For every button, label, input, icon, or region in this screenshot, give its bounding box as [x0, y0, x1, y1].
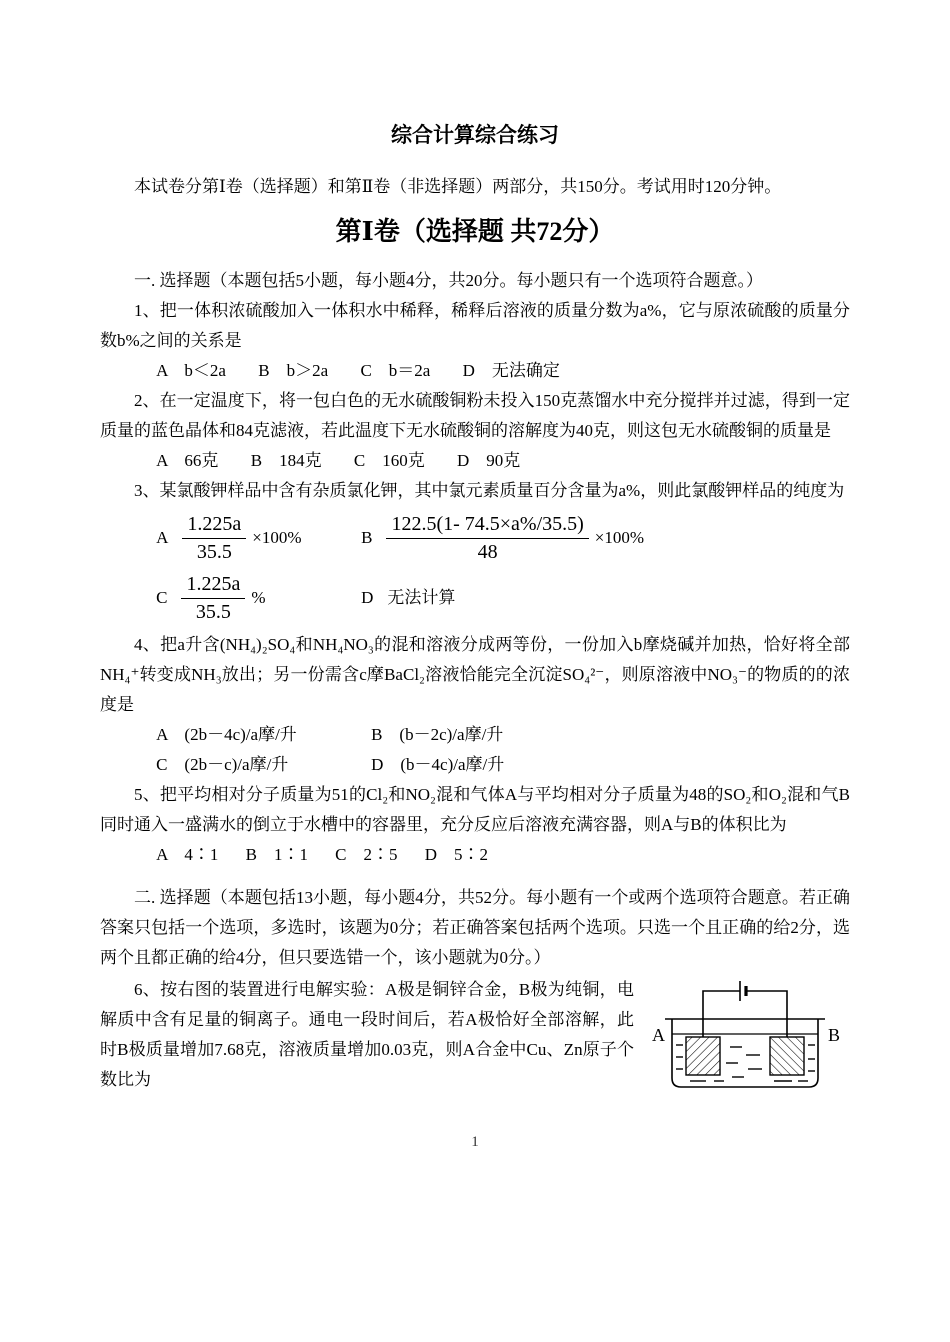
q3-option-c-fraction: [181, 572, 245, 625]
question-3-options-row-1: [100, 510, 850, 566]
question-2-options: [100, 446, 850, 476]
page-number: 1: [471, 1134, 479, 1150]
fraction-numerator: 122.5(1- 74.5×a%/35.5): [386, 512, 588, 539]
q3-option-d-label: D: [361, 588, 374, 607]
q3-option-b-label: B: [361, 528, 373, 547]
q3-option-b: [361, 512, 644, 565]
electrode-a: [686, 1037, 720, 1075]
q2-option-d: D 90克: [457, 451, 521, 470]
q1-option-d: D 无法确定: [462, 361, 560, 380]
electrode-b: [770, 1037, 804, 1075]
q5-option-b: B 1∶1: [245, 845, 308, 864]
q1-option-a: A b＜2a: [156, 361, 226, 380]
q2-option-a: A 66克: [156, 451, 219, 470]
electrolysis-diagram: [650, 977, 850, 1107]
part2-instructions: 二. 选择题（本题包括13小题，每小题4分，共52分。每小题有一个或两个选项符合题意。若正确答案只包括一个选项，多选时，该题为0分；若正确答案包括两个选项。只选一个且正确的给2分，选两个且都正确的给4分，但只要选错一个，该小题就为0分。）: [100, 888, 850, 967]
question-1-text: 1、把一体积浓硫酸加入一体积水中稀释，稀释后溶液的质量分数为a%，它与原浓硫酸的质量分数b%之间的关系是: [100, 301, 850, 350]
question-3-options-row-2: [100, 570, 850, 626]
fraction-denominator: 48: [477, 540, 498, 563]
fraction-denominator: 35.5: [195, 600, 231, 623]
q3-option-a-suffix: ×100%: [252, 528, 302, 547]
question-6-block: [100, 975, 850, 1111]
q3-option-a-label: A: [156, 528, 169, 547]
q3-option-a-fraction: [182, 512, 246, 565]
q1-option-c: C b＝2a: [360, 361, 431, 380]
q3-option-c-label: C: [156, 588, 168, 607]
wire-left: [703, 991, 740, 1037]
q3-option-a: [156, 512, 361, 565]
q2-option-b: B 184克: [250, 451, 322, 470]
electrolysis-cell-figure: [650, 977, 850, 1097]
q4-option-c: C (2b－c)/a摩/升: [156, 755, 289, 774]
fraction-numerator: 1.225a: [182, 512, 246, 539]
question-2-text: 2、在一定温度下，将一包白色的无水硫酸铜粉未投入150克蒸馏水中充分搅拌并过滤，得到一定质量的蓝色晶体和84克滤液，若此温度下无水硫酸铜的溶解度为40克，则这包无水硫酸铜的质量是: [100, 391, 850, 440]
q3-option-b-suffix: ×100%: [594, 528, 645, 547]
fraction-numerator: 1.225a: [181, 572, 245, 599]
q5-option-a: A 4∶1: [156, 845, 219, 864]
electrode-b-label: B: [828, 1025, 841, 1045]
exam-intro-paragraph: 本试卷分第Ⅰ卷（选择题）和第Ⅱ卷（非选择题）两部分，共150分。考试用时120分钟。: [134, 177, 782, 196]
q5-option-d: D 5∶2: [424, 845, 488, 864]
section1-heading: 第Ⅰ卷（选择题 共72分）: [335, 217, 615, 246]
q3-option-d-text: 无法计算: [387, 588, 456, 607]
question-1-options: [100, 356, 850, 386]
q4-option-b: B (b－2c)/a摩/升: [371, 725, 504, 744]
question-4-options: [100, 720, 850, 780]
q3-option-c: [156, 572, 361, 625]
q1-option-b: B b＞2a: [258, 361, 329, 380]
electrode-a-label: A: [652, 1025, 665, 1045]
fraction-denominator: 35.5: [196, 540, 232, 563]
question-5-options: [100, 840, 850, 870]
q3-option-d: [361, 583, 455, 613]
q2-option-c: C 160克: [353, 451, 425, 470]
q5-option-c: C 2∶5: [335, 845, 398, 864]
part1-instructions: 一. 选择题（本题包括5小题，每小题4分，共20分。每小题只有一个选项符合题意。）: [134, 271, 763, 290]
question-3-text: 3、某氯酸钾样品中含有杂质氯化钾，其中氯元素质量百分含量为a%，则此氯酸钾样品的纯度为: [134, 481, 845, 500]
question-6-text: 6、按右图的装置进行电解实验：A极是铜锌合金，B极为纯铜，电解质中含有足量的铜离子。通电一段时间后，若A极恰好全部溶解，此时B极质量增加7.68克，溶液质量增加0.03克，则A合金中Cu、Zn原子个数比为: [100, 980, 634, 1089]
battery-icon: [740, 981, 746, 1001]
document-title: 综合计算综合练习: [391, 123, 559, 147]
q3-option-b-fraction: [386, 512, 588, 565]
wire-right: [746, 991, 787, 1037]
q3-option-c-suffix: %: [251, 588, 266, 607]
question-4-text: 4、把a升含(NH₄)₂SO₄和NH₄NO₃的混和溶液分成两等份，一份加入b摩烧碱并加热，恰好将全部NH₄⁺转变成NH₃放出；另一份需含c摩BaCl₂溶液恰能完全沉淀SO₄²⁻，则原溶液中NO₃⁻的物质的的浓度是: [100, 635, 850, 714]
q4-option-a: A (2b－4c)/a摩/升: [156, 725, 297, 744]
q4-option-d: D (b－4c)/a摩/升: [371, 755, 505, 774]
question-5-text: 5、把平均相对分子质量为51的Cl₂和NO₂混和气体A与平均相对分子质量为48的SO₂和O₂混和气B同时通入一盛满水的倒立于水槽中的容器里，充分反应后溶液充满容器，则A与B的体积比为: [100, 785, 850, 834]
